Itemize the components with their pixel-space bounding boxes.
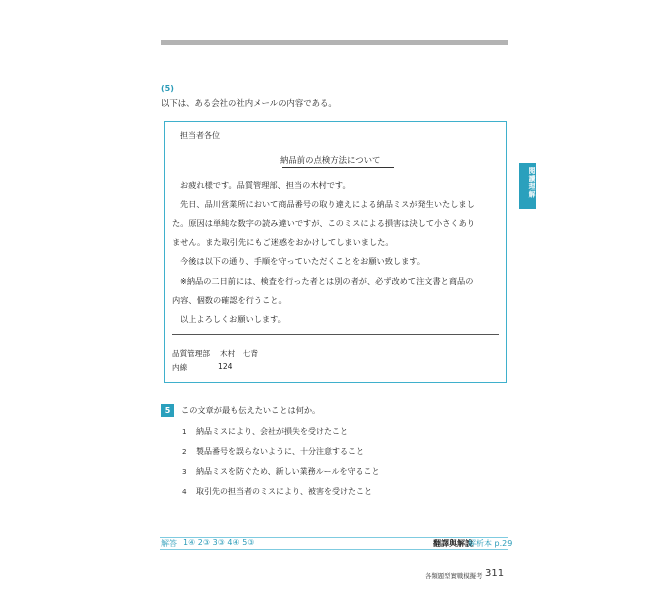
section-tab-label: 閱讀理解	[527, 167, 535, 199]
signature-ext-number: 124	[218, 362, 233, 371]
option-text[interactable]: 製品番号を誤らないように、十分注意すること	[196, 447, 364, 456]
option-number: 4	[182, 487, 187, 496]
question-badge: 5	[161, 404, 174, 417]
answer-key: 1④ 2③ 3③ 4④ 5③	[183, 538, 255, 547]
email-body-line: 内容、個数の確認を行うこと。	[172, 295, 287, 305]
email-body-line: ません。また取引先にもご迷惑をおかけしてしまいました。	[172, 237, 394, 247]
intro-text: 以下は、ある会社の社内メールの内容である。	[161, 98, 337, 108]
option-text[interactable]: 納品ミスを防ぐため、新しい業務ルールを守ること	[196, 467, 380, 476]
option-number: 1	[182, 427, 187, 436]
question-number: (5)	[161, 84, 174, 93]
signature-name: 木村 七背	[220, 349, 258, 358]
email-body-line: 先日、品川営業所において商品番号の取り違えによる納品ミスが発生いたしまし	[180, 199, 475, 209]
email-recipient: 担当者各位	[180, 131, 220, 140]
option-number: 3	[182, 467, 187, 476]
explanation-label: 翻譯與解說	[433, 539, 473, 548]
footer-title: 各類題型實戰模擬考	[425, 572, 483, 580]
option-number: 2	[182, 447, 187, 456]
signature-ext-label: 内線	[172, 363, 188, 372]
subject-underline	[282, 167, 394, 168]
email-body-line: ※納品の二日前には、検査を行った者とは別の者が、必ず改めて注文書と商品の	[180, 276, 474, 286]
explanation-reference[interactable]: 解析本 p.29	[468, 539, 513, 548]
top-rule	[161, 40, 508, 45]
answer-label: 解答	[161, 539, 177, 548]
signature-dept: 品質管理部	[172, 349, 210, 358]
page-number: 311	[485, 568, 505, 579]
email-body-line: 今後は以下の通り、手順を守っていただくことをお願い致します。	[180, 256, 425, 266]
email-body-line: お疲れ様です。品質管理部、担当の木村です。	[180, 180, 351, 190]
section-tab[interactable]	[519, 163, 536, 209]
email-subject: 納品前の点検方法について	[280, 155, 381, 165]
option-text[interactable]: 取引先の担当者のミスにより、被害を受けたこと	[196, 487, 372, 496]
answer-rule-bottom	[160, 549, 508, 550]
email-body-line: た。原因は単純な数字の読み違いですが、このミスによる損害は決して小さくあり	[172, 218, 475, 228]
option-text[interactable]: 納品ミスにより、会社が損失を受けたこと	[196, 427, 348, 436]
question-text: この文章が最も伝えたいことは何か。	[181, 405, 321, 415]
signature-divider	[172, 334, 499, 335]
email-body-line: 以上よろしくお願いします。	[180, 314, 286, 324]
